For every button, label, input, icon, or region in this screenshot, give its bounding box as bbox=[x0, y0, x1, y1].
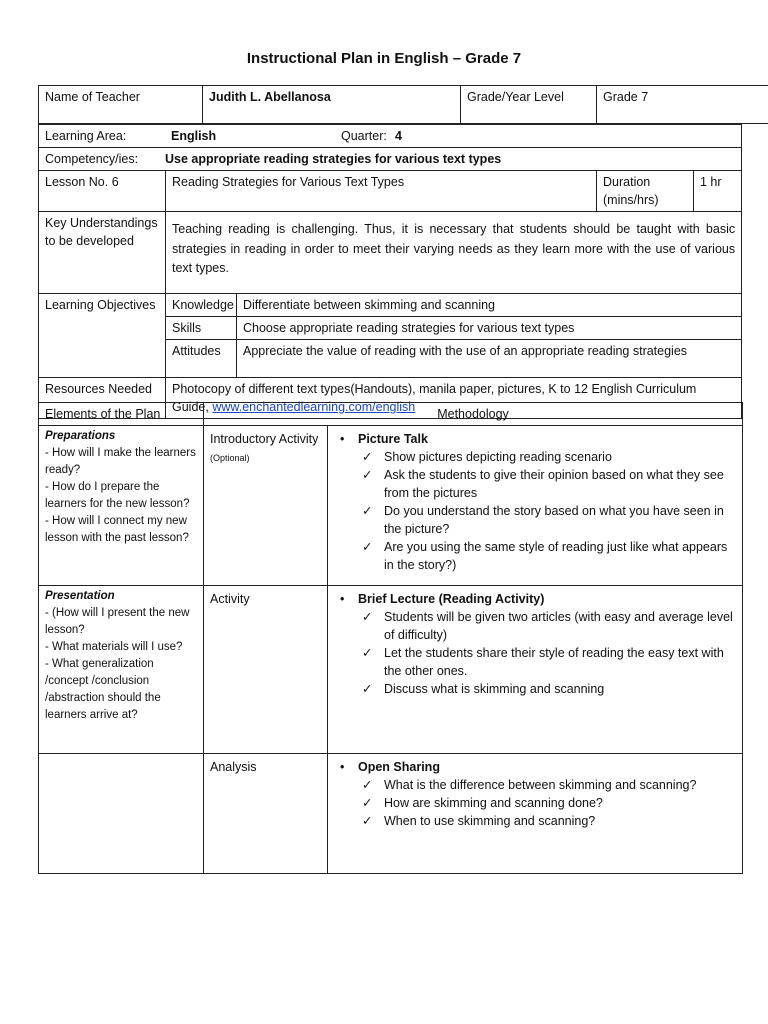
checkmark-icon: ✓ bbox=[362, 814, 373, 828]
preparations-question-3: - How will I connect my new lesson with the past lesson? bbox=[45, 515, 189, 544]
duration-value: 1 hr bbox=[694, 171, 742, 212]
brief-lecture-cell bbox=[328, 586, 743, 754]
duration-label: Duration (mins/hrs) bbox=[597, 171, 694, 212]
quarter-label: Quarter: bbox=[341, 129, 387, 143]
learning-area-label: Learning Area: bbox=[45, 129, 127, 143]
list-item: ✓ What is the difference between skimming and scanning? bbox=[362, 778, 697, 792]
presentation-heading: Presentation bbox=[45, 590, 115, 602]
list-item: ✓ Students will be given two articles (with easy and average level of difficulty) bbox=[362, 610, 733, 642]
objectives-label: Learning Objectives bbox=[39, 294, 166, 378]
checkmark-icon: ✓ bbox=[362, 540, 373, 554]
brief-lecture-bullet: Brief Lecture (Reading Activity) bbox=[358, 592, 545, 606]
presentation-question-1: - (How will I present the new lesson? bbox=[45, 607, 190, 636]
list-item: ✓ Let the students share their style of reading the easy text with the other ones. bbox=[362, 646, 724, 678]
analysis-label: Analysis bbox=[204, 754, 328, 874]
list-item: ✓ Ask the students to give their opinion based on what they see from the pictures bbox=[362, 468, 724, 500]
checkmark-icon: ✓ bbox=[362, 646, 373, 660]
presentation-question-2: - What materials will I use? bbox=[45, 641, 183, 653]
optional-note: (Optional) bbox=[210, 453, 250, 463]
grade-value: Grade 7 bbox=[597, 86, 768, 124]
teacher-label: Name of Teacher bbox=[39, 86, 203, 124]
list-item: ✓ Show pictures depicting reading scenario bbox=[362, 450, 612, 464]
info-table bbox=[38, 85, 768, 124]
list-item: ✓ Do you understand the story based on what you have seen in the picture? bbox=[362, 504, 724, 536]
list-item: ✓ Are you using the same style of reading just like what appears in the story?) bbox=[362, 540, 728, 572]
introductory-activity-cell bbox=[204, 426, 328, 586]
grade-label: Grade/Year Level bbox=[461, 86, 597, 124]
presentation-cell bbox=[39, 586, 204, 754]
preparations-question-1: - How will I make the learners ready? bbox=[45, 447, 196, 476]
learning-area-row bbox=[39, 125, 742, 148]
document-title: Instructional Plan in English – Grade 7 bbox=[246, 50, 522, 67]
picture-talk-cell bbox=[328, 426, 743, 586]
skills-value: Choose appropriate reading strategies for various text types bbox=[237, 317, 742, 340]
presentation-question-3: - What generalization /concept /conclusion /abstraction should the learners arrive at? bbox=[45, 658, 161, 721]
preparations-cell bbox=[39, 426, 204, 586]
learning-area-value: English bbox=[171, 129, 217, 143]
skills-label: Skills bbox=[166, 317, 237, 340]
methodology-header: Methodology bbox=[204, 403, 743, 426]
details-table bbox=[38, 124, 742, 419]
analysis-empty-cell bbox=[39, 754, 204, 874]
key-understandings-text: Teaching reading is challenging. Thus, it is necessary that students should be taught with basic strategies in reading in order to meet their varying needs as they learn more with the use of various text types. bbox=[166, 212, 742, 294]
lesson-value: Reading Strategies for Various Text Types bbox=[166, 171, 597, 212]
checkmark-icon: ✓ bbox=[362, 778, 373, 792]
competency-row bbox=[39, 148, 742, 171]
preparations-question-2: - How do I prepare the learners for the new lesson? bbox=[45, 481, 190, 510]
list-item: ✓ Discuss what is skimming and scanning bbox=[362, 682, 605, 696]
knowledge-label: Knowledge bbox=[166, 294, 237, 317]
checkmark-icon: ✓ bbox=[362, 450, 373, 464]
attitudes-label: Attitudes bbox=[166, 340, 237, 378]
attitudes-value: Appreciate the value of reading with the use of an appropriate reading strategies bbox=[237, 340, 742, 378]
checkmark-icon: ✓ bbox=[362, 682, 373, 696]
resources-link[interactable]: www.enchantedlearning.com/english bbox=[212, 400, 416, 414]
introductory-activity-label: Introductory Activity bbox=[210, 432, 319, 446]
resources-text: Photocopy of different text types(Handouts), manila paper, pictures, K to 12 English Curriculum Guide, bbox=[172, 382, 697, 414]
key-understandings-label: Key Understandings to be developed bbox=[39, 212, 166, 294]
competency-value: Use appropriate reading strategies for various text types bbox=[165, 152, 502, 166]
checkmark-icon: ✓ bbox=[362, 610, 373, 624]
competency-label: Competency/ies: bbox=[45, 152, 139, 166]
list-item: ✓ How are skimming and scanning done? bbox=[362, 796, 603, 810]
activity-label: Activity bbox=[204, 586, 328, 754]
quarter-value: 4 bbox=[395, 129, 402, 143]
elements-header: Elements of the Plan bbox=[39, 403, 204, 426]
open-sharing-bullet: Open Sharing bbox=[358, 760, 440, 774]
lesson-label: Lesson No. 6 bbox=[39, 171, 166, 212]
checkmark-icon: ✓ bbox=[362, 468, 373, 482]
checkmark-icon: ✓ bbox=[362, 796, 373, 810]
knowledge-value: Differentiate between skimming and scanning bbox=[237, 294, 742, 317]
open-sharing-cell bbox=[328, 754, 743, 874]
preparations-heading: Preparations bbox=[45, 430, 116, 442]
list-item: ✓ When to use skimming and scanning? bbox=[362, 814, 596, 828]
checkmark-icon: ✓ bbox=[362, 504, 373, 518]
picture-talk-bullet: Picture Talk bbox=[358, 432, 428, 446]
plan-table bbox=[38, 402, 743, 874]
resources-label: Resources Needed bbox=[39, 378, 166, 419]
teacher-value: Judith L. Abellanosa bbox=[203, 86, 461, 124]
